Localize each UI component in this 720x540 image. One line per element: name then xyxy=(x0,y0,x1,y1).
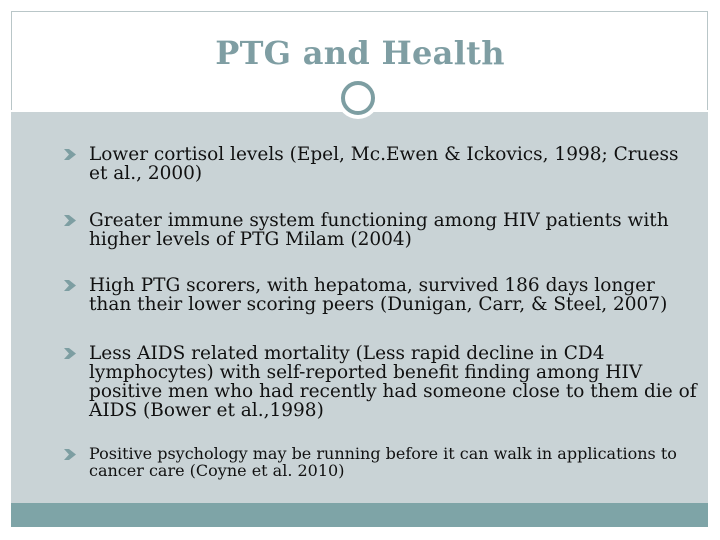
bullet-text: Lower cortisol levels (Epel, Mc.Ewen & Ickovics, 1998; Cruess et al., 2000) xyxy=(89,144,679,184)
pen-nib-bullet-icon xyxy=(64,215,76,226)
bullet-item xyxy=(64,276,700,314)
bullet-item xyxy=(64,211,700,249)
bottom-band xyxy=(11,503,708,527)
bullet-text: Positive psychology may be running before it can walk in applications to cancer care (Coyne et al. 2010) xyxy=(89,444,677,480)
bullet-item xyxy=(64,445,700,479)
circle-ring-icon xyxy=(341,81,375,115)
pen-nib-bullet-icon xyxy=(64,280,76,291)
bullet-text: Greater immune system functioning among HIV patients with higher levels of PTG Milam (2004) xyxy=(89,210,669,250)
bullet-text: Less AIDS related mortality (Less rapid decline in CD4 lymphocytes) with self-reported benefit finding among HIV positive men who had recently had someone close to them die of AIDS (Bower et al.,1998) xyxy=(89,343,697,421)
pen-nib-bullet-icon xyxy=(64,149,76,160)
bullet-item xyxy=(64,145,700,183)
bullet-text: High PTG scorers, with hepatoma, survived 186 days longer than their lower scoring peers (Dunigan, Carr, & Steel, 2007) xyxy=(89,275,668,315)
bullet-item xyxy=(64,344,700,420)
slide-title: PTG and Health xyxy=(215,34,505,72)
pen-nib-bullet-icon xyxy=(64,449,76,460)
pen-nib-bullet-icon xyxy=(64,348,76,359)
